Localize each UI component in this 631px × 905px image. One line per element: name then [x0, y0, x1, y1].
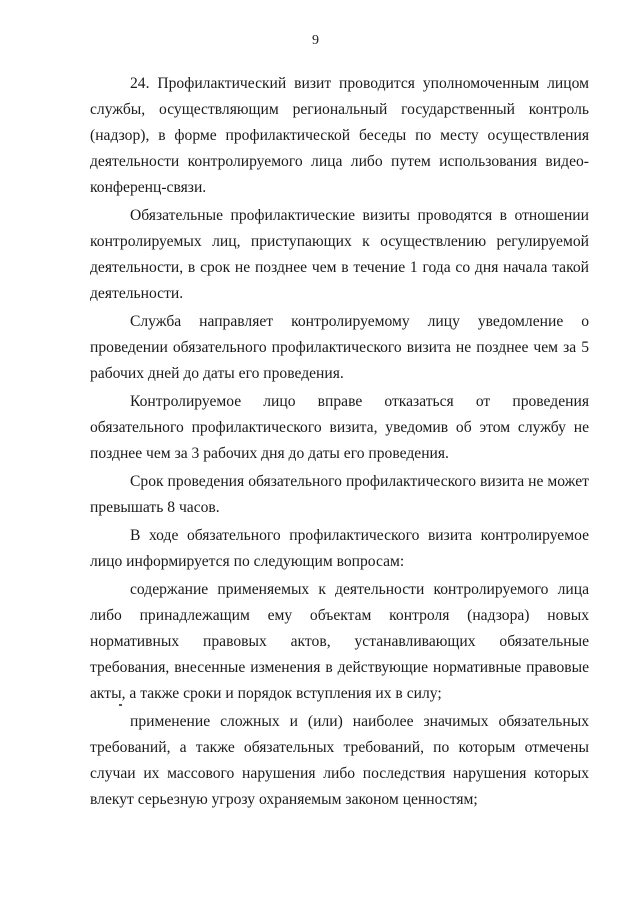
page-number: 9: [312, 33, 319, 48]
paragraph-notification: Служба направляет контролируемому лицу уведомление о проведении обязательного профилактического визита не позднее чем за 5 рабочих дней до даты его проведения.: [90, 313, 589, 382]
paragraph-application-item: применение сложных и (или) наиболее значимых обязательных требований, а также обязательных требований, по которым отмечены случаи их массового нарушения либо последствия нарушения которых влекут серьезную угрозу охраняемым законом ценностям;: [90, 713, 589, 808]
document-body: [90, 71, 589, 813]
paragraph-refusal: Контролируемое лицо вправе отказаться от проведения обязательного профилактического визита, уведомив об этом службу не позднее чем за 3 рабочих дня до даты его проведения.: [90, 393, 589, 462]
paragraph-mandatory-visits: Обязательные профилактические визиты проводятся в отношении контролируемых лиц, приступающих к осуществлению регулируемой деятельности, в срок не позднее чем в течение 1 года со дня начала такой деятельности.: [90, 207, 589, 302]
paragraph-informing: В ходе обязательного профилактического визита контролируемое лицо информируется по следующим вопросам:: [90, 527, 589, 570]
paragraph-duration: Срок проведения обязательного профилактического визита не может превышать 8 часов.: [90, 473, 589, 516]
paragraph-content-item: содержание применяемых к деятельности контролируемого лица либо принадлежащим ему объектам контроля (надзора) новых нормативных правовых актов, устанавливающих обязательные требования, внесенные изменения в действующие нормативные правовые акты, а также сроки и порядок вступления их в силу;: [90, 581, 589, 702]
paragraph-24-visit: 24. Профилактический визит проводится уполномоченным лицом службы, осуществляющим региональный государственный контроль (надзор), в форме профилактической беседы по месту осуществления деятельности контролируемого лица либо путем использования видео-конференц-связи.: [90, 75, 589, 196]
scan-speck: [119, 704, 122, 706]
